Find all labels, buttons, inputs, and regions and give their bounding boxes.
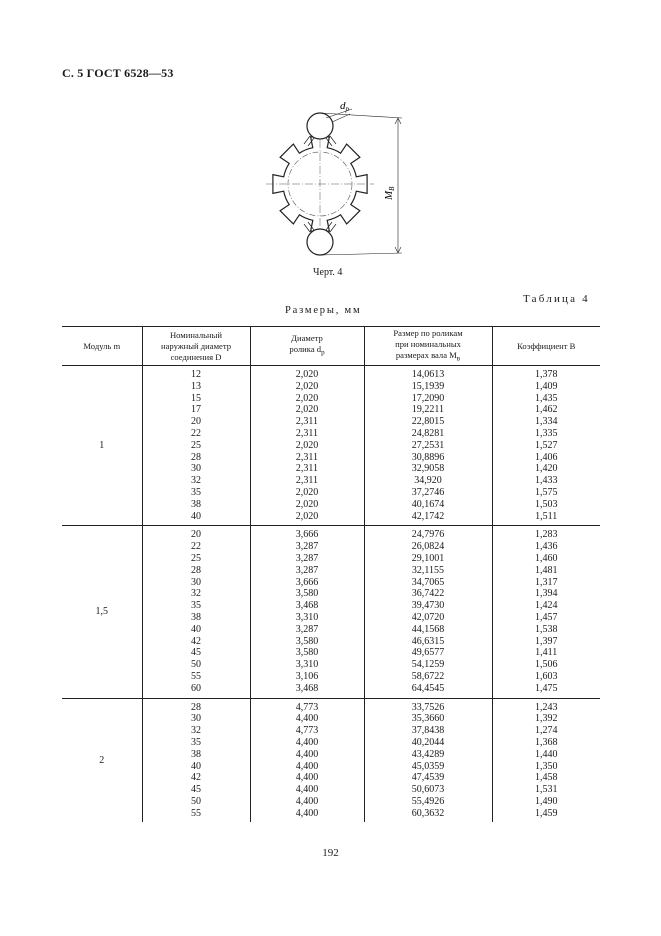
header-roller-diameter: Диаметр ролика $d_р$: [250, 327, 364, 366]
table-header-row: [62, 327, 600, 366]
header-coefficient: Коэффициент B: [492, 327, 600, 366]
column-D: [142, 698, 250, 822]
coefficient-value: 1,440: [535, 748, 558, 760]
diameter-value: 40: [191, 510, 201, 522]
coefficient-value: 1,317: [535, 576, 558, 588]
coefficient-value: 1,397: [535, 635, 558, 647]
diameter-value: 55: [191, 807, 201, 819]
coefficient-value: 1,435: [535, 392, 558, 404]
diameter-value: 17: [191, 404, 201, 416]
roller-size-value: 34,920: [414, 475, 442, 487]
module-value: 2: [99, 754, 105, 766]
diameter-value: 60: [191, 682, 201, 694]
coefficient-value: 1,433: [535, 475, 558, 487]
diameter-value: 35: [191, 600, 201, 612]
coefficient-value: 1,335: [535, 427, 558, 439]
measurement-label: MB: [383, 186, 396, 200]
diameter-value: 40: [191, 623, 201, 635]
column-B: [492, 698, 600, 822]
roller-size-value: 36,7422: [411, 588, 445, 600]
coefficient-value: 1,368: [535, 736, 558, 748]
roller-diameter-value: 4,400: [295, 807, 319, 819]
roller-diameter-value: 3,666: [295, 576, 319, 588]
roller-diameter-value: 2,311: [295, 475, 319, 487]
coefficient-value: 1,334: [535, 416, 558, 428]
coefficient-value: 1,420: [535, 463, 558, 475]
diameter-value: 32: [191, 588, 201, 600]
roller-size-value: 46,6315: [411, 635, 445, 647]
dimensions-table: [62, 326, 600, 822]
header-module: Модуль m: [62, 327, 142, 366]
diameter-value: 42: [191, 635, 201, 647]
diameter-value: 12: [191, 369, 201, 380]
diameter-value: 22: [191, 541, 201, 553]
roller-diameter-value: 4,400: [295, 772, 319, 784]
diameter-value: 15: [191, 392, 201, 404]
coefficient-value: 1,481: [535, 564, 558, 576]
column-B: [492, 366, 600, 526]
roller-diameter-value: 4,400: [295, 795, 319, 807]
roller-diameter-value: 3,310: [295, 611, 319, 623]
coefficient-value: 1,506: [535, 659, 558, 671]
roller-size-value: 34,7065: [411, 576, 445, 588]
roller-size-value: 45,0359: [411, 760, 445, 772]
diameter-value: 28: [191, 701, 201, 713]
diameter-value: 20: [191, 416, 201, 428]
column-M: [364, 698, 492, 822]
roller-diameter-value: 3,287: [295, 541, 319, 553]
roller-size-value: 39,4730: [411, 600, 445, 612]
roller-size-value: 42,1742: [411, 510, 445, 522]
coefficient-value: 1,243: [535, 701, 558, 713]
diameter-value: 13: [191, 380, 201, 392]
diameter-value: 32: [191, 475, 201, 487]
diameter-value: 25: [191, 552, 201, 564]
roller-size-value: 60,3632: [411, 807, 445, 819]
coefficient-value: 1,406: [535, 451, 558, 463]
coefficient-value: 1,458: [535, 772, 558, 784]
roller-diameter-value: 4,773: [295, 701, 319, 713]
roller-diameter-value: 3,666: [295, 529, 319, 541]
header-diameter: Номинальный наружный диаметр соединения D: [142, 327, 250, 366]
diameter-value: 35: [191, 736, 201, 748]
roller-diameter-value: 3,106: [295, 670, 319, 682]
coefficient-value: 1,460: [535, 552, 558, 564]
coefficient-value: 1,394: [535, 588, 558, 600]
diameter-value: 40: [191, 760, 201, 772]
roller-diameter-value: 2,020: [295, 510, 319, 522]
roller-diameter-value: 3,580: [295, 635, 319, 647]
coefficient-value: 1,459: [535, 807, 558, 819]
roller-size-value: 49,6577: [411, 647, 445, 659]
diameter-value: 28: [191, 564, 201, 576]
roller-diameter-value: 4,400: [295, 713, 319, 725]
coefficient-value: 1,527: [535, 439, 558, 451]
roller-size-value: 24,7976: [411, 529, 445, 541]
roller-size-value: 37,8438: [411, 725, 445, 737]
roller-size-value: 24,8281: [411, 427, 445, 439]
page-number: 192: [322, 847, 339, 859]
column-dp: [250, 698, 364, 822]
roller-diameter-value: 2,020: [295, 439, 319, 451]
column-D: [142, 526, 250, 698]
table-group-module-2: [62, 698, 600, 822]
coefficient-value: 1,490: [535, 795, 558, 807]
roller-size-value: 44,1568: [411, 623, 445, 635]
column-dp: [250, 366, 364, 526]
roller-size-value: 40,2044: [411, 736, 445, 748]
roller-diameter-value: 2,311: [295, 416, 319, 428]
roller-diameter-value: 4,400: [295, 784, 319, 796]
roller-diameter-value: 4,400: [295, 748, 319, 760]
coefficient-value: 1,424: [535, 600, 558, 612]
coefficient-value: 1,436: [535, 541, 558, 553]
roller-size-value: 27,2531: [411, 439, 445, 451]
coefficient-value: 1,475: [535, 682, 558, 694]
roller-diameter-value: 2,020: [295, 498, 319, 510]
diameter-value: 45: [191, 784, 201, 796]
table-group-module-1: [62, 366, 600, 526]
coefficient-value: 1,603: [535, 670, 558, 682]
roller-diameter-value: 3,287: [295, 552, 319, 564]
roller-diameter-value: 3,287: [295, 623, 319, 635]
diameter-value: 20: [191, 529, 201, 541]
roller-size-value: 42,0720: [411, 611, 445, 623]
roller-diameter-value: 2,311: [295, 427, 319, 439]
table-row: [62, 366, 600, 526]
coefficient-value: 1,531: [535, 784, 558, 796]
coefficient-value: 1,350: [535, 760, 558, 772]
table-row: [62, 698, 600, 822]
roller-size-value: 17,2090: [411, 392, 445, 404]
roller-size-value: 29,1001: [411, 552, 445, 564]
roller-size-value: 14,0613: [411, 369, 445, 380]
roller-size-value: 37,2746: [411, 486, 445, 498]
coefficient-value: 1,409: [535, 380, 558, 392]
roller-size-value: 33,7526: [411, 701, 445, 713]
roller-diameter-value: 3,310: [295, 659, 319, 671]
roller-diameter-value: 3,468: [295, 600, 319, 612]
diameter-value: 28: [191, 451, 201, 463]
column-M: [364, 526, 492, 698]
coefficient-value: 1,378: [535, 369, 558, 380]
module-value: 1: [62, 366, 142, 526]
roller-size-value: 15,1939: [411, 380, 445, 392]
diameter-value: 38: [191, 748, 201, 760]
roller-diameter-value: 3,287: [295, 564, 319, 576]
roller-diameter-value: 2,311: [295, 463, 319, 475]
gear-roller-drawing: [262, 96, 422, 268]
roller-diameter-value: 3,580: [295, 647, 319, 659]
diameter-value: 38: [191, 498, 201, 510]
diameter-value: 30: [191, 463, 201, 475]
figure-caption: Черт. 4: [313, 267, 343, 278]
roller-size-value: 54,1259: [411, 659, 445, 671]
coefficient-value: 1,274: [535, 725, 558, 737]
roller-size-value: 22,8015: [411, 416, 445, 428]
roller-diameter-value: 3,580: [295, 588, 319, 600]
diameter-value: 45: [191, 647, 201, 659]
coefficient-value: 1,457: [535, 611, 558, 623]
roller-diameter-value: 3,468: [295, 682, 319, 694]
roller-diameter-value: 2,020: [295, 392, 319, 404]
coefficient-value: 1,511: [535, 510, 558, 522]
roller-size-value: 26,0824: [411, 541, 445, 553]
table-row: [62, 526, 600, 698]
coefficient-value: 1,503: [535, 498, 558, 510]
diameter-value: 32: [191, 725, 201, 737]
document-header: С. 5 ГОСТ 6528—53: [62, 66, 174, 80]
roller-diameter-value: 2,020: [295, 404, 319, 416]
roller-diameter-value: 4,400: [295, 736, 319, 748]
roller-size-value: 55,4926: [411, 795, 445, 807]
diameter-value: 25: [191, 439, 201, 451]
column-B: [492, 526, 600, 698]
roller-diameter-value: 4,773: [295, 725, 319, 737]
roller-size-value: 40,1674: [411, 498, 445, 510]
coefficient-value: 1,462: [535, 404, 558, 416]
coefficient-value: 1,392: [535, 713, 558, 725]
module-value: 1,5: [62, 526, 142, 698]
diameter-value: 30: [191, 713, 201, 725]
roller-size-value: 32,9058: [411, 463, 445, 475]
diameter-value: 22: [191, 427, 201, 439]
roller-size-value: 47,4539: [411, 772, 445, 784]
diameter-value: 50: [191, 795, 201, 807]
roller-size-value: 58,6722: [411, 670, 445, 682]
diameter-value: 50: [191, 659, 201, 671]
roller-diameter-label: dр: [340, 100, 349, 113]
column-M: [364, 366, 492, 526]
coefficient-value: 1,411: [535, 647, 558, 659]
roller-size-value: 35,3660: [411, 713, 445, 725]
roller-size-value: 50,6073: [411, 784, 445, 796]
diameter-value: 30: [191, 576, 201, 588]
coefficient-value: 1,538: [535, 623, 558, 635]
roller-diameter-value: 2,020: [295, 369, 319, 380]
header-roller-size: Размер по роликам при номинальных размерах вала $M_в$: [364, 327, 492, 366]
roller-size-value: 19,2211: [411, 404, 445, 416]
roller-size-value: 30,8896: [411, 451, 445, 463]
coefficient-value: 1,283: [535, 529, 558, 541]
diameter-value: 35: [191, 486, 201, 498]
diameter-value: 55: [191, 670, 201, 682]
roller-diameter-value: 4,400: [295, 760, 319, 772]
column-D: [142, 366, 250, 526]
roller-size-value: 32,1155: [411, 564, 445, 576]
roller-bottom: [307, 229, 333, 255]
roller-size-value: 43,4289: [411, 748, 445, 760]
diameter-value: 42: [191, 772, 201, 784]
roller-diameter-value: 2,311: [295, 451, 319, 463]
diameter-value: 38: [191, 611, 201, 623]
column-dp: [250, 526, 364, 698]
table-title: Таблица 4: [523, 293, 590, 305]
roller-size-value: 64,4545: [411, 682, 445, 694]
roller-diameter-value: 2,020: [295, 380, 319, 392]
roller-diameter-value: 2,020: [295, 486, 319, 498]
table-subtitle: Размеры, мм: [285, 305, 362, 316]
coefficient-value: 1,575: [535, 486, 558, 498]
table-group-module-1-5: [62, 526, 600, 698]
